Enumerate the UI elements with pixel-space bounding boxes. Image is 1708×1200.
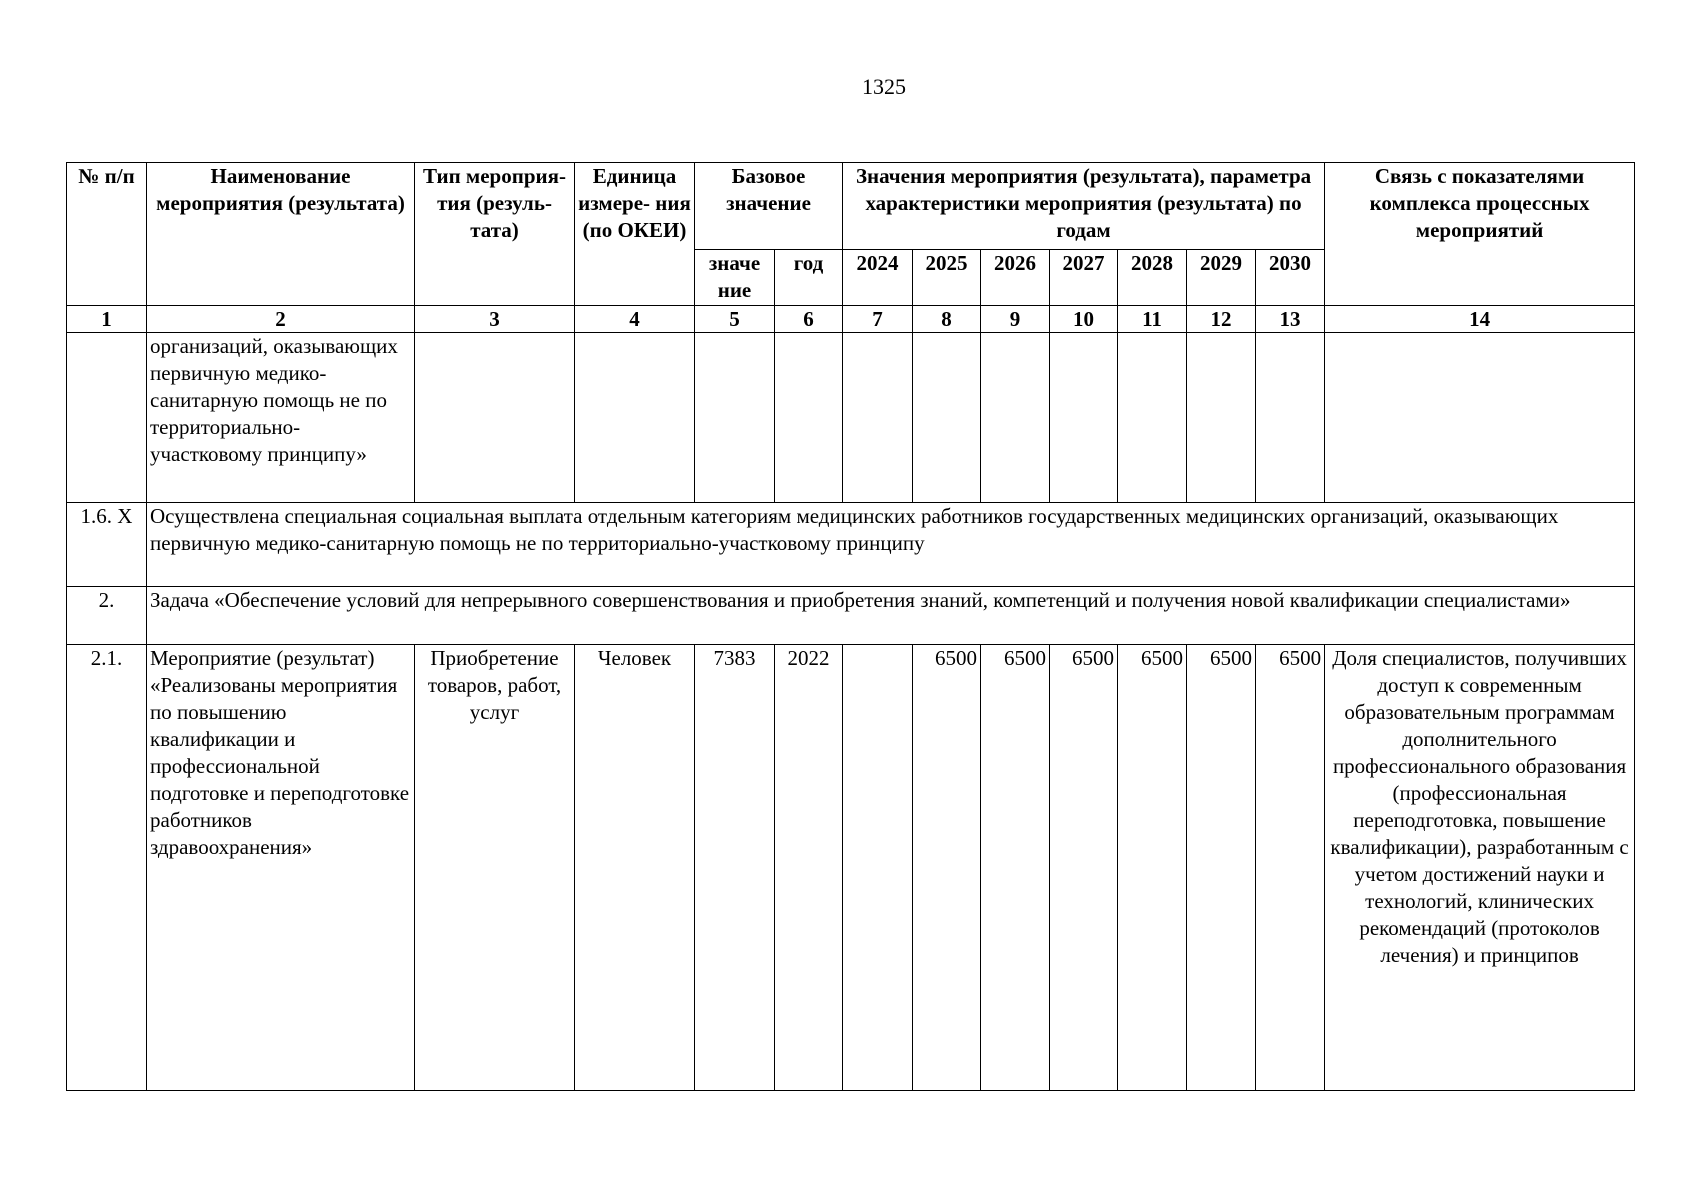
row-2-1-value-2029: 6500 (1187, 645, 1256, 1091)
column-number: 13 (1256, 306, 1325, 333)
column-number: 3 (415, 306, 575, 333)
continuation-name: организаций, оказывающих первичную медико-санитарную помощь не по территориально-участковому принципу» (147, 333, 415, 503)
row-2-1-base-year: 2022 (775, 645, 843, 1091)
header-col-type: Тип мероприя- тия (резуль- тата) (415, 163, 575, 306)
row-number: 2.1. (67, 645, 147, 1091)
header-col-unit: Единица измере- ния (по ОКЕИ) (575, 163, 695, 306)
header-base-value: значе ние (695, 250, 775, 306)
header-year-2029: 2029 (1187, 250, 1256, 306)
row-2-1-link: Доля специалистов, получивших доступ к современным образовательным программам дополнительного профессионального образования (профессиональная переподготовка, повышение квалификации), разработанным с учетом достижений науки и технологий, клинических рекомендаций (протоколов лечения) и принципов (1325, 645, 1635, 1091)
column-number: 10 (1050, 306, 1118, 333)
row-2-1-value-2027: 6500 (1050, 645, 1118, 1091)
header-year-2024: 2024 (843, 250, 913, 306)
column-number: 12 (1187, 306, 1256, 333)
column-number: 2 (147, 306, 415, 333)
row-2-1-value-2025: 6500 (913, 645, 981, 1091)
header-year-2025: 2025 (913, 250, 981, 306)
row-2-1-base-value: 7383 (695, 645, 775, 1091)
column-number: 4 (575, 306, 695, 333)
column-number: 7 (843, 306, 913, 333)
header-col-values: Значения мероприятия (результата), параметра характеристики мероприятия (результата) по годам (843, 163, 1325, 250)
header-year-2030: 2030 (1256, 250, 1325, 306)
row-2-1-value-2026: 6500 (981, 645, 1050, 1091)
row-2-1-value-2028: 6500 (1118, 645, 1187, 1091)
table-row-2-1 (67, 645, 1635, 1091)
header-base-year: год (775, 250, 843, 306)
header-year-2026: 2026 (981, 250, 1050, 306)
events-table (66, 162, 1635, 1091)
row-2-1-value-2030: 6500 (1256, 645, 1325, 1091)
header-col-base: Базовое значение (695, 163, 843, 250)
row-2-1-name: Мероприятие (результат) «Реализованы мероприятия по повышению квалификации и профессиональной подготовке и переподготовке работников здравоохранения» (147, 645, 415, 1091)
table-row-2 (67, 587, 1635, 645)
column-number: 9 (981, 306, 1050, 333)
column-number: 5 (695, 306, 775, 333)
row-2-1-unit: Человек (575, 645, 695, 1091)
column-number: 14 (1325, 306, 1635, 333)
column-number: 1 (67, 306, 147, 333)
column-number: 8 (913, 306, 981, 333)
column-number: 6 (775, 306, 843, 333)
header-year-2027: 2027 (1050, 250, 1118, 306)
header-year-2028: 2028 (1118, 250, 1187, 306)
column-number: 11 (1118, 306, 1187, 333)
row-1-6-text: Осуществлена специальная социальная выплата отдельным категориям медицинских работников государственных медицинских организаций, оказывающих первичную медико-санитарную помощь не по территориально-участковому принципу (147, 503, 1635, 587)
row-number: 1.6. X (67, 503, 147, 587)
column-numbers-row (67, 306, 1635, 333)
row-number: 2. (67, 587, 147, 645)
header-col-link: Связь с показателями комплекса процессных мероприятий (1325, 163, 1635, 306)
header-col-num: № п/п (67, 163, 147, 306)
page-number: 1325 (862, 74, 906, 99)
table-row-1-6 (67, 503, 1635, 587)
row-2-1-type: Приобретение товаров, работ, услуг (415, 645, 575, 1091)
table-row-continuation (67, 333, 1635, 503)
row-2-1-value-2024 (843, 645, 913, 1091)
header-col-name: Наименование мероприятия (результата) (147, 163, 415, 306)
row-2-task-text: Задача «Обеспечение условий для непрерывного совершенствования и приобретения знаний, компетенций и получения новой квалификации специалистами» (147, 587, 1635, 645)
